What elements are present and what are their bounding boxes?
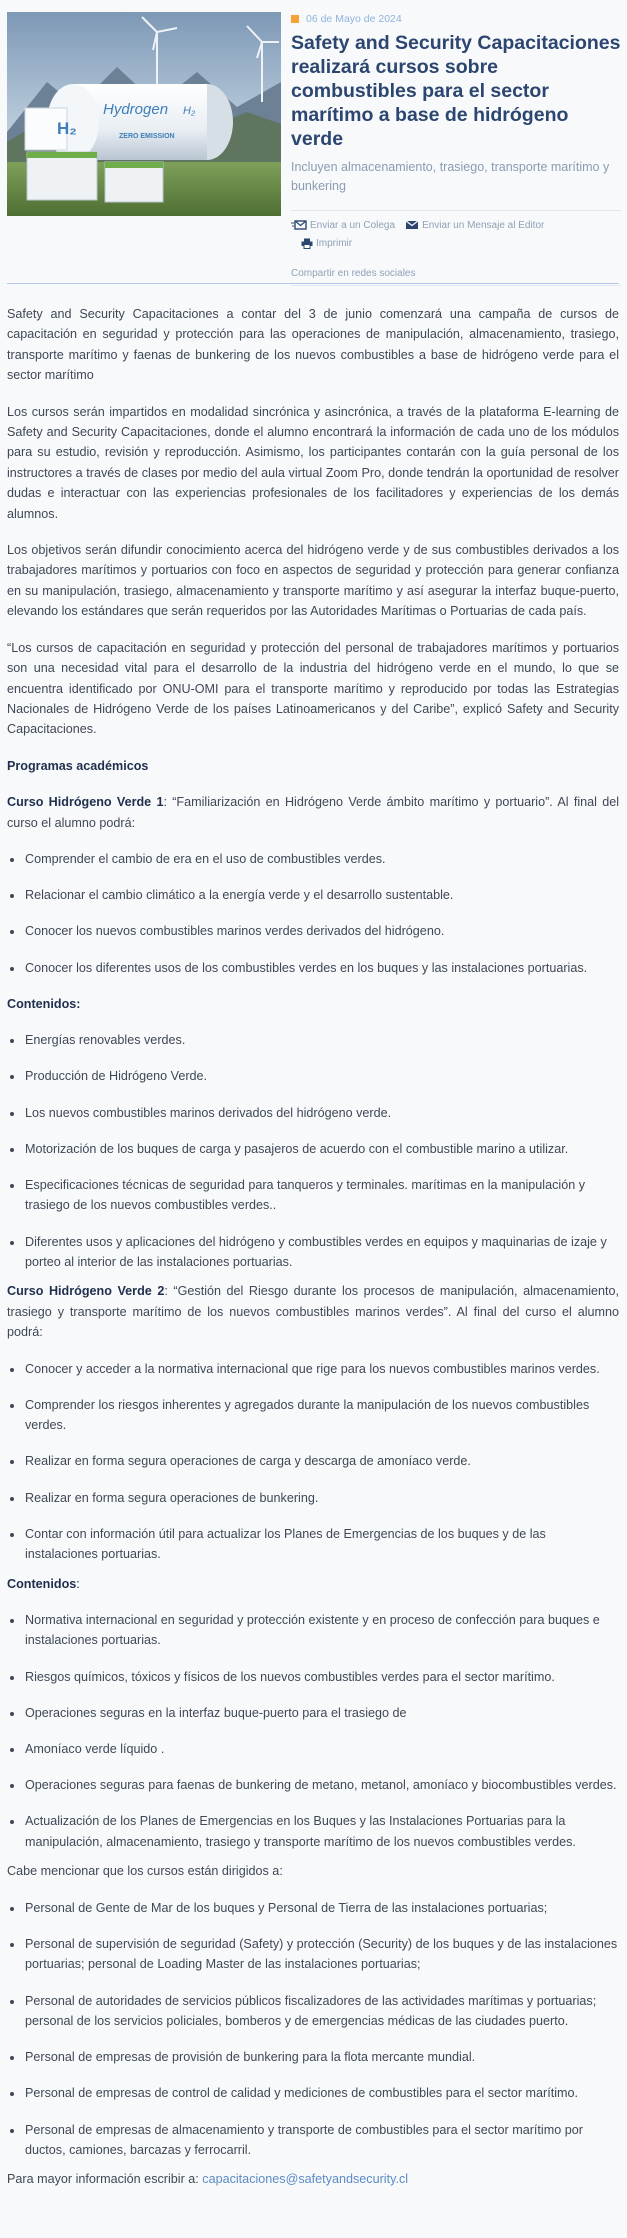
article-subtitle: Incluyen almacenamiento, trasiego, transporte marítimo y bunkering: [291, 160, 610, 193]
list-item: • Realizar en forma segura operaciones de bunkering.: [24, 1488, 619, 1508]
course-2-contents-heading: [7, 1574, 619, 1594]
course-2-contents-colon: :: [76, 1576, 80, 1591]
tank-brand-text: Hydrogen: [103, 101, 169, 118]
article-title: Safety and Security Capacitaciones realizará cursos sobre combustibles para el sector marítimo a base de hidrógeno verde: [291, 32, 621, 150]
paragraph: “Los cursos de capacitación en seguridad y protección del personal de trabajadores marítimos y portuarios son una necesidad vital para el desarrollo de la industria del hidrógeno verde en el mundo, lo que se encuentra identificado por ONU-OMI para el transporte marítimo y reproducido por todas las Estrategias Nacionales de Hidrógeno Verde de los países Latinoamericanos y del Caribe”, explicó Safety and Security Capacitaciones.: [7, 640, 619, 737]
paragraph: Los cursos serán impartidos en modalidad sincrónica y asincrónica, a través de la plataforma E-learning de Safety and Security Capacitaciones, donde el alumno encontrará la información de cada uno de los módulos para su estudio, revisión y reproducción. Asimismo, los participantes contarán con la guía personal de los instructores a través de clases por medio del aula virtual Zoom Pro, donde tendrán la oportunidad de resolver dudas e interactuar con las experiencias profesionales de los facilitadores y experiencias de los demás alumnos.: [7, 404, 619, 521]
list-item: • Conocer los diferentes usos de los combustibles verdes en los buques y las instalaciones portuarias.: [24, 958, 619, 978]
course-2-contents: [7, 1610, 619, 1852]
course-1-contents: [7, 1030, 619, 1272]
course-1-name: Curso Hidrógeno Verde 1: [7, 795, 164, 810]
date-row: [291, 12, 621, 26]
list-item: • Motorización de los buques de carga y pasajeros de acuerdo con el combustible marino a utilizar.: [24, 1139, 619, 1159]
send-to-colleague-link[interactable]: [291, 220, 395, 231]
list-item: • Comprender los riesgos inherentes y agregados durante la manipulación de los nuevos combustibles verdes.: [24, 1395, 619, 1436]
share-social-link[interactable]: Compartir en redes sociales: [291, 268, 416, 279]
list-item: • Conocer y acceder a la normativa internacional que rige para los nuevos combustibles marinos verdes.: [24, 1359, 619, 1379]
article-header: [291, 12, 621, 286]
paragraph: Los objetivos serán difundir conocimiento acerca del hidrógeno verde y de sus combustibles derivados a los trabajadores marítimos y portuarios con foco en aspectos de seguridad y protección para generar confianza en su manipulación, trasiego, almacenamiento y transporte marítimo y así asegurar la interfaz buque-puerto, elevando los estándares que serán requeridos por las Autoridades Marítimas o Portuarias de cada país.: [7, 543, 619, 619]
header-divider: [7, 283, 619, 284]
list-item: • Relacionar el cambio climático a la energía verde y el desarrollo sustentable.: [24, 885, 619, 905]
list-item: • Operaciones seguras para faenas de bunkering de metano, metanol, amoníaco y biocombustibles verdes.: [24, 1775, 619, 1795]
paragraph: Safety and Security Capacitaciones a contar del 3 de junio comenzará una campaña de cursos de capacitación en seguridad y protección para las operaciones de manipulación, almacenamiento, trasiego, transporte marítimo y faenas de bunkering de los nuevos combustibles a base de hidrógeno verde para el sector marítimo: [7, 307, 619, 383]
hero-image[interactable]: [7, 12, 281, 216]
list-item: • Normativa internacional en seguridad y protección existente y en proceso de confección para buques e instalaciones portuarias.: [24, 1610, 619, 1651]
print-link[interactable]: [301, 238, 352, 249]
article-body: [7, 304, 619, 2206]
date-marker-icon: [291, 15, 299, 23]
list-item: • Riesgos químicos, tóxicos y físicos de los nuevos combustibles verdes para el sector marítimo.: [24, 1667, 619, 1687]
envelope-icon: [405, 220, 419, 231]
course-2-objectives: [7, 1359, 619, 1565]
contact-line: [7, 2169, 619, 2189]
list-item: • Operaciones seguras en la interfaz buque-puerto para el trasiego de: [24, 1703, 619, 1723]
svg-text:H₂: H₂: [183, 105, 196, 117]
audience-list: [7, 1898, 619, 2161]
send-to-colleague-label: Enviar a un Colega: [310, 220, 396, 231]
send-to-editor-label: Enviar un Mensaje al Editor: [422, 220, 545, 231]
print-label: Imprimir: [316, 238, 353, 249]
list-item: • Personal de empresas de provisión de bunkering para la flota mercante mundial.: [24, 2047, 619, 2067]
list-item: • Energías renovables verdes.: [24, 1030, 619, 1050]
course-1-intro: [7, 792, 619, 833]
course-2-contents-title: Contenidos: [7, 1576, 77, 1591]
audience-intro: Cabe mencionar que los cursos están dirigidos a:: [7, 1864, 283, 1879]
printer-icon: [301, 238, 313, 249]
course-2-intro: [7, 1281, 619, 1342]
list-item: • Diferentes usos y aplicaciones del hidrógeno y combustibles verdes en equipos y maquinarias de izaje y porteo al interior de las instalaciones portuarias.: [24, 1232, 619, 1273]
list-item: • Personal de Gente de Mar de los buques y Personal de Tierra de las instalaciones portuarias;: [24, 1898, 619, 1918]
contact-email-link[interactable]: capacitaciones@safetyandsecurity.cl: [202, 2172, 409, 2187]
list-item: • Especificaciones técnicas de seguridad para tanqueros y terminales. marítimas en la manipulación y trasiego de los nuevos combustibles verdes..: [24, 1175, 619, 1216]
list-item: • Personal de autoridades de servicios públicos fiscalizadores de las actividades marítimas y portuarias; personal de los servicios policiales, bomberos y de emergencias médicas de las ciudades puerto.: [24, 1991, 619, 2032]
list-item: • Personal de supervisión de seguridad (Safety) y protección (Security) de los buques y de las instalaciones portuarias; personal de Loading Master de las instalaciones portuarias;: [24, 1934, 619, 1975]
list-item: • Personal de empresas de control de calidad y mediciones de combustibles para el sector marítimo.: [24, 2083, 619, 2103]
course-1-objectives: [7, 849, 619, 978]
list-item: • Contar con información útil para actualizar los Planes de Emergencias de los buques y de las instalaciones portuarias.: [24, 1524, 619, 1565]
article-actions: [291, 210, 621, 251]
course-1-desc: : “Familiarización en Hidrógeno Verde ámbito marítimo y portuario”. Al final del curso el alumno podrá:: [7, 795, 620, 830]
share-divider: [291, 285, 621, 286]
tank-emission-text: ZERO EMISSION: [119, 133, 175, 140]
list-item: • Personal de empresas de almacenamiento y transporte de combustibles para el sector marítimo por ductos, camiones, barcazas y ferrocarril.: [24, 2120, 619, 2161]
list-item: • Comprender el cambio de era en el uso de combustibles verdes.: [24, 849, 619, 869]
envelope-icon: [291, 220, 307, 231]
list-item: • Los nuevos combustibles marinos derivados del hidrógeno verde.: [24, 1103, 619, 1123]
course-2-desc: : “Gestión del Riesgo durante los procesos de manipulación, almacenamiento, trasiego y transporte marítimo de los nuevos combustibles marinos verdes”. Al final del curso el alumno podrá:: [7, 1284, 619, 1340]
contact-text: Para mayor información escribir a:: [7, 2172, 203, 2187]
list-item: • Producción de Hidrógeno Verde.: [24, 1066, 619, 1086]
list-item: • Actualización de los Planes de Emergencias en los Buques y las Instalaciones Portuarias para la manipulación, almacenamiento, trasiego y transporte marítimo de los nuevos combustibles verdes.: [24, 1811, 619, 1852]
list-item: • Amoníaco verde líquido .: [24, 1739, 619, 1759]
list-item: • Realizar en forma segura operaciones de carga y descarga de amoníaco verde.: [24, 1451, 619, 1471]
course-2-name: Curso Hidrógeno Verde 2: [7, 1284, 165, 1299]
list-item: • Conocer los nuevos combustibles marinos verdes derivados del hidrógeno.: [24, 921, 619, 941]
send-to-editor-link[interactable]: [405, 220, 544, 231]
course-1-contents-heading: Contenidos:: [7, 996, 81, 1011]
hydrogen-tank-illustration: [7, 12, 281, 216]
publish-date: 06 de Mayo de 2024: [306, 13, 402, 25]
programs-heading: Programas académicos: [7, 758, 149, 773]
svg-text:H₂: H₂: [57, 119, 77, 138]
